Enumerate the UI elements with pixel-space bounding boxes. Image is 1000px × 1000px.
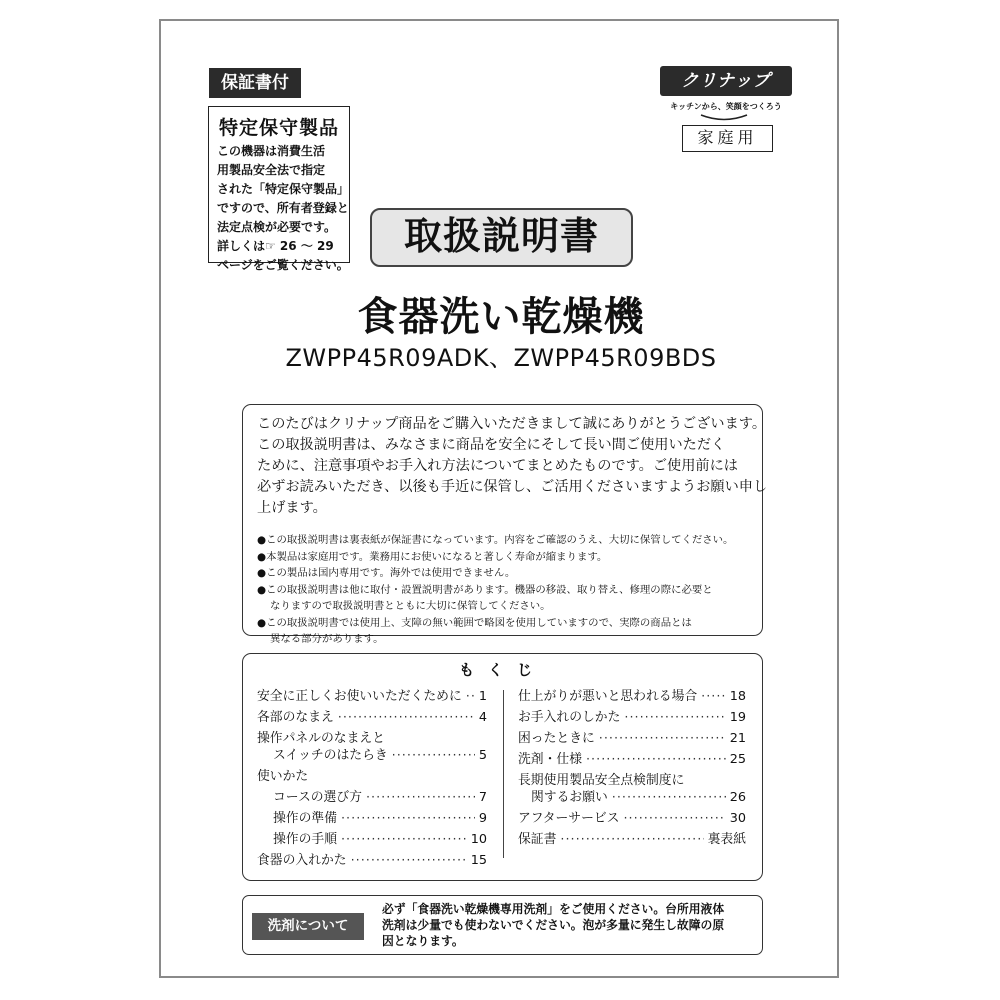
toc-item-steps[interactable]: [273, 831, 487, 849]
toc-item-prep[interactable]: [273, 810, 487, 828]
toc-item-page: 18: [729, 689, 746, 704]
note-item: ●この取扱説明書は他に取付・設置説明書があります。機器の移設、取り替え、修理の際に必要と: [257, 583, 713, 596]
table-of-contents: [242, 653, 763, 881]
leader-dots: [341, 831, 467, 849]
toc-item-parts[interactable]: [257, 709, 487, 727]
intro-line: ために、注意事項やお手入れ方法についてまとめたものです。ご使用前には: [257, 458, 738, 474]
toc-item-label: 操作の準備: [273, 811, 337, 826]
special-maintenance-text: [209, 140, 349, 275]
toc-item-switch[interactable]: [273, 747, 487, 765]
leader-dots: [701, 688, 726, 706]
product-name: 食器洗い乾燥機: [357, 294, 645, 340]
toc-item-label: 操作の手順: [273, 832, 337, 847]
toc-item-page: 9: [478, 811, 487, 826]
toc-item-page: 30: [729, 811, 746, 826]
toc-item-label: 安全に正しくお使いいただくために: [257, 689, 462, 704]
leader-dots: [351, 852, 467, 870]
note-item-continued: 異なる部分があります。: [270, 633, 384, 645]
toc-item-page: 7: [478, 790, 487, 805]
intro-line: 必ずお読みいただき、以後も手近に保管し、ご活用くださいますようお願い申し: [257, 479, 768, 495]
notes-list: [257, 532, 733, 648]
leader-dots: [623, 810, 725, 828]
home-use-label: 家庭用: [682, 125, 773, 152]
manual-cover: [159, 19, 839, 978]
toc-item-label: 困ったときに: [518, 731, 595, 746]
toc-item-safety[interactable]: [257, 688, 487, 706]
toc-item-usage[interactable]: [257, 768, 487, 786]
toc-item-care[interactable]: [518, 709, 746, 727]
leader-dots: [341, 810, 475, 828]
warranty-badge: 保証書付: [209, 68, 301, 98]
toc-item-warranty[interactable]: [518, 831, 746, 849]
toc-item-label: 洗剤・仕様: [518, 752, 582, 767]
leader-dots: [560, 831, 703, 849]
note-item-continued: なりますので取扱説明書とともに大切に保管してください。: [270, 600, 551, 612]
leader-dots: [338, 709, 475, 727]
leader-dots: [392, 747, 475, 765]
detergent-line: 洗剤は少量でも使わないでください。泡が多量に発生し故障の原: [382, 918, 725, 932]
leader-dots: [612, 789, 726, 807]
toc-item-page: 1: [478, 689, 487, 704]
note-item: ●この取扱説明書は裏表紙が保証書になっています。内容をご確認のうえ、大切に保管してください。: [257, 534, 734, 546]
special-maintenance-line: ページをご覧ください。: [217, 258, 349, 272]
intro-text: [257, 414, 767, 519]
note-item: ●この取扱説明書では使用上、支障の無い範囲で略図を使用していますので、実際の商品とは: [257, 616, 692, 629]
leader-dots: [599, 730, 726, 748]
special-maintenance-line: 詳しくは☞ 26 ～ 29: [217, 239, 334, 253]
toc-item-page: 15: [470, 853, 487, 868]
toc-item-page: 21: [729, 731, 746, 746]
toc-item-poor-results[interactable]: [518, 688, 746, 706]
toc-item-page: 裏表紙: [707, 832, 746, 847]
toc-item-course[interactable]: [273, 789, 487, 807]
toc-item-label: 関するお願い: [531, 790, 608, 805]
toc-item-label: 操作パネルのなまえと: [257, 731, 385, 746]
brand-tagline: キッチンから、笑顔をつくろう: [670, 102, 782, 111]
toc-item-label: 各部のなまえ: [257, 710, 334, 725]
toc-item-long-term[interactable]: [518, 772, 746, 790]
toc-item-page: 4: [478, 710, 487, 725]
toc-item-trouble[interactable]: [518, 730, 746, 748]
detergent-label: 洗剤について: [252, 913, 364, 940]
smile-curve-icon: [699, 113, 749, 123]
toc-divider: [503, 690, 504, 858]
toc-item-label: 食器の入れかた: [257, 853, 347, 868]
special-maintenance-line: この機器は消費生活: [217, 144, 326, 158]
detergent-text: [382, 901, 724, 949]
special-maintenance-line: 法定点検が必要です。: [217, 220, 337, 234]
manual-title: 取扱説明書: [370, 208, 633, 267]
leader-dots: [624, 709, 725, 727]
leader-dots: [586, 751, 726, 769]
brand-logo: クリナップ: [660, 66, 792, 96]
detergent-line: 必ず「食器洗い乾燥機専用洗剤」をご使用ください。台所用液体: [382, 902, 725, 916]
leader-dots: [366, 789, 475, 807]
toc-item-detergent-spec[interactable]: [518, 751, 746, 769]
toc-item-label: 使いかた: [257, 769, 309, 784]
model-numbers: ZWPP45R09ADK、ZWPP45R09BDS: [285, 344, 717, 372]
toc-item-page: 25: [729, 752, 746, 767]
special-maintenance-line: された「特定保守製品」: [217, 182, 350, 196]
special-maintenance-box: [208, 106, 350, 272]
special-maintenance-line: 用製品安全法で指定: [217, 163, 326, 177]
toc-item-page: 5: [478, 748, 487, 763]
toc-item-label: お手入れのしかた: [518, 710, 621, 725]
toc-item-request[interactable]: [531, 789, 746, 807]
toc-item-page: 19: [729, 710, 746, 725]
toc-title: もくじ: [458, 661, 546, 679]
toc-item-label: 長期使用製品安全点検制度に: [518, 773, 685, 788]
toc-item-page: 26: [729, 790, 746, 805]
toc-item-label: コースの選び方: [273, 790, 362, 805]
note-item: ●本製品は家庭用です。業務用にお使いになると著しく寿命が縮まります。: [257, 550, 608, 563]
detergent-notice: [242, 895, 763, 955]
toc-item-label: スイッチのはたらき: [273, 748, 388, 763]
toc-item-page: 10: [470, 832, 487, 847]
intro-line: この取扱説明書は、みなさまに商品を安全にそして長い間ご使用いただく: [257, 437, 726, 453]
intro-line: このたびはクリナップ商品をご購入いただきまして誠にありがとうございます。: [257, 416, 767, 432]
special-maintenance-title: 特定保守製品: [218, 117, 339, 139]
note-item: ●この製品は国内専用です。海外では使用できません。: [257, 567, 516, 579]
toc-item-after-service[interactable]: [518, 810, 746, 828]
detergent-line: 因となります。: [382, 934, 464, 948]
toc-item-panel[interactable]: [257, 730, 487, 748]
toc-item-label: 仕上がりが悪いと思われる場合: [518, 689, 698, 704]
intro-box: [242, 404, 768, 645]
toc-item-label: アフターサービス: [518, 811, 620, 826]
special-maintenance-line: ですので、所有者登録と: [217, 201, 349, 215]
leader-dots: [466, 688, 475, 706]
toc-item-loading[interactable]: [257, 852, 487, 870]
intro-line: 上げます。: [257, 500, 327, 516]
toc-item-label: 保証書: [518, 832, 557, 847]
